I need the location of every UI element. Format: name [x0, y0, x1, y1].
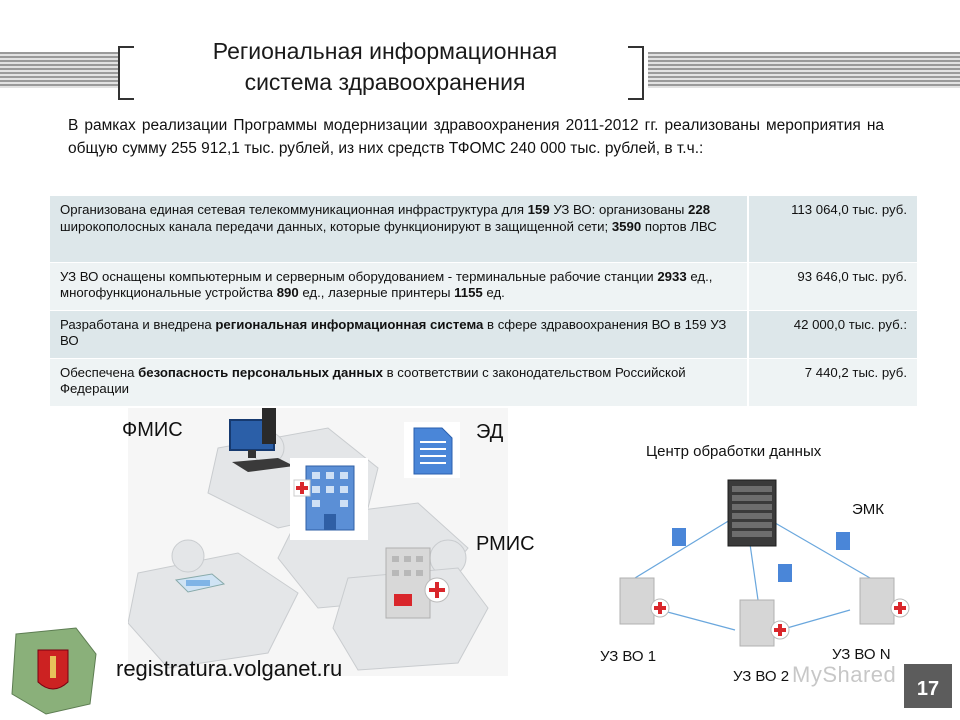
table-row	[50, 310, 917, 358]
label-fmis: ФМИС	[122, 419, 183, 441]
table-cell-description: Организована единая сетевая телекоммуникационная инфраструктура для 159 УЗ ВО: организованы 228 широкополосных канала передачи данных, которые функционируют в защищенной сети; 3590 портов ЛВС	[50, 196, 748, 262]
table-cell-description: Разработана и внедрена региональная информационная система в сфере здравоохранения ВО в 159 УЗ ВО	[50, 310, 748, 358]
label-node-2: УЗ ВО 2	[733, 668, 790, 685]
table-cell-amount: 7 440,2 тыс. руб.	[748, 358, 917, 406]
page-number: 17	[904, 664, 952, 708]
label-rmis: РМИС	[476, 533, 535, 555]
header-stripes-left	[0, 52, 118, 88]
measures-table	[50, 196, 917, 407]
puzzle-icon	[128, 408, 508, 676]
table-row	[50, 196, 917, 262]
website-link[interactable]: registratura.volganet.ru	[116, 656, 343, 681]
label-node-n: УЗ ВО N	[832, 646, 891, 663]
label-ed: ЭД	[476, 421, 504, 443]
title-line-2: система здравоохранения	[244, 69, 526, 95]
hospital-icon	[290, 458, 368, 540]
server-rack-icon	[728, 480, 776, 546]
table-cell-amount: 93 646,0 тыс. руб.	[748, 262, 917, 310]
table-cell-amount: 42 000,0 тыс. руб.:	[748, 310, 917, 358]
document-icon	[404, 422, 460, 478]
header-stripes-right	[648, 52, 960, 88]
hospital-icon	[860, 578, 909, 624]
title-bracket-right	[628, 46, 644, 100]
coat-of-arms-icon	[6, 624, 100, 716]
table-row	[50, 358, 917, 406]
label-node-1: УЗ ВО 1	[600, 648, 657, 665]
label-emk: ЭМК	[852, 501, 885, 518]
table-cell-description: УЗ ВО оснащены компьютерным и серверным оборудованием - терминальные рабочие станции 2933 ед., многофункциональные устройства 890 ед., лазерные принтеры 1155 ед.	[50, 262, 748, 310]
puzzle-illustration	[128, 408, 508, 676]
title-bracket-left	[118, 46, 134, 100]
table-cell-description: Обеспечена безопасность персональных данных в соответствии с законодательством Российской Федерации	[50, 358, 748, 406]
intro-text: В рамках реализации Программы модернизации здравоохранения 2011-2012 гг. реализованы мероприятия на общую сумму 255 912,1 тыс. рублей, из них средств ТФОМС 240 000 тыс. рублей, в т.ч.:	[68, 117, 884, 157]
title-line-1: Региональная информационная	[212, 38, 558, 64]
page-title	[140, 36, 630, 98]
watermark-text: MyShared	[792, 662, 897, 687]
table-row	[50, 262, 917, 310]
label-data-center: Центр обработки данных	[646, 443, 822, 460]
hospital-icon	[620, 578, 669, 624]
table-cell-amount: 113 064,0 тыс. руб.	[748, 196, 917, 262]
network-diagram	[580, 460, 920, 660]
hospital-icon	[740, 600, 789, 646]
